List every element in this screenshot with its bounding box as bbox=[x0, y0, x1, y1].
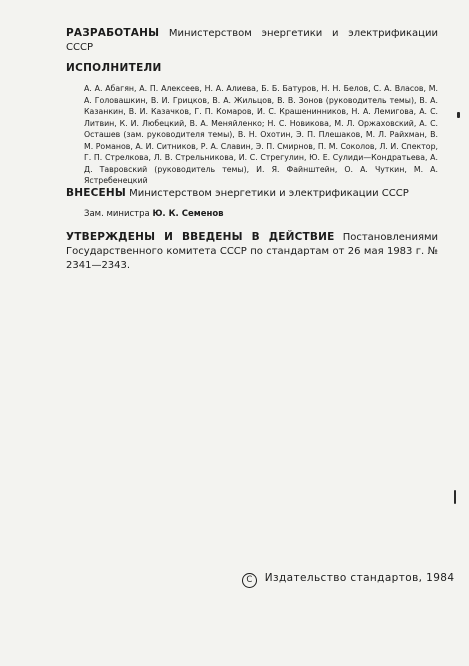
signed-name: Ю. К. Семенов bbox=[152, 209, 224, 219]
introduced-section bbox=[66, 186, 438, 201]
copyright-line bbox=[242, 572, 454, 588]
approved-text: Постановлениями Государственного комитета СССР по стандартам от 26 мая 1983 г. № 2341—2343. bbox=[66, 232, 438, 271]
scan-mark bbox=[457, 112, 460, 118]
developed-lead: РАЗРАБОТАНЫ bbox=[66, 27, 160, 39]
developed-section bbox=[66, 26, 438, 55]
signed-role: Зам. министра bbox=[84, 209, 150, 219]
performers-list: А. А. Абагян, А. П. Алексеев, Н. А. Алиева, Б. Б. Батуров, Н. Н. Белов, С. А. Власов, М. А. Головашкин, В. И. Грицков, В. А. Жильцов, В. В. Зонов (руководитель темы), В. А. Казанкин, В. И. Казачков, Г. П. Комаров, И. С. Крашенинников, Н. А. Лемигова, А. С. Литвин, К. И. Любецкий, В. А. Меняйленко; Н. С. Новикова, М. Л. Оржаховский, А. С. Осташев (зам. руководителя темы), В. Н. Охотин, Э. П. Плешаков, М. Л. Райхман, В. М. Романов, А. И. Ситников, Р. А. Славин, Э. П. Смирнов, П. М. Соколов, Л. И. Спектор, Г. П. Стрелкова, Л. В. Стрельникова, И. С. Стрегулин, Ю. Е. Сулиди—Кондратьева, А. Д. Тавровский (руководитель темы), И. Я. Файнштейн, О. А. Чуткин, М. А. Ястребенецкий bbox=[84, 84, 438, 185]
copyright-icon: C bbox=[242, 573, 257, 588]
performers-heading: ИСПОЛНИТЕЛИ bbox=[66, 62, 162, 74]
approved-lead: УТВЕРЖДЕНЫ И ВВЕДЕНЫ В ДЕЙСТВИЕ bbox=[66, 231, 335, 243]
signature-line bbox=[84, 209, 456, 219]
introduced-lead: ВНЕСЕНЫ bbox=[66, 187, 126, 199]
developed-text: Министерством энергетики и электрификации СССР bbox=[66, 28, 438, 53]
introduced-text: Министерством энергетики и электрификации СССР bbox=[129, 188, 409, 199]
copyright-text: Издательство стандартов, 1984 bbox=[264, 572, 455, 584]
scan-mark bbox=[454, 490, 456, 504]
approved-section bbox=[66, 230, 438, 273]
